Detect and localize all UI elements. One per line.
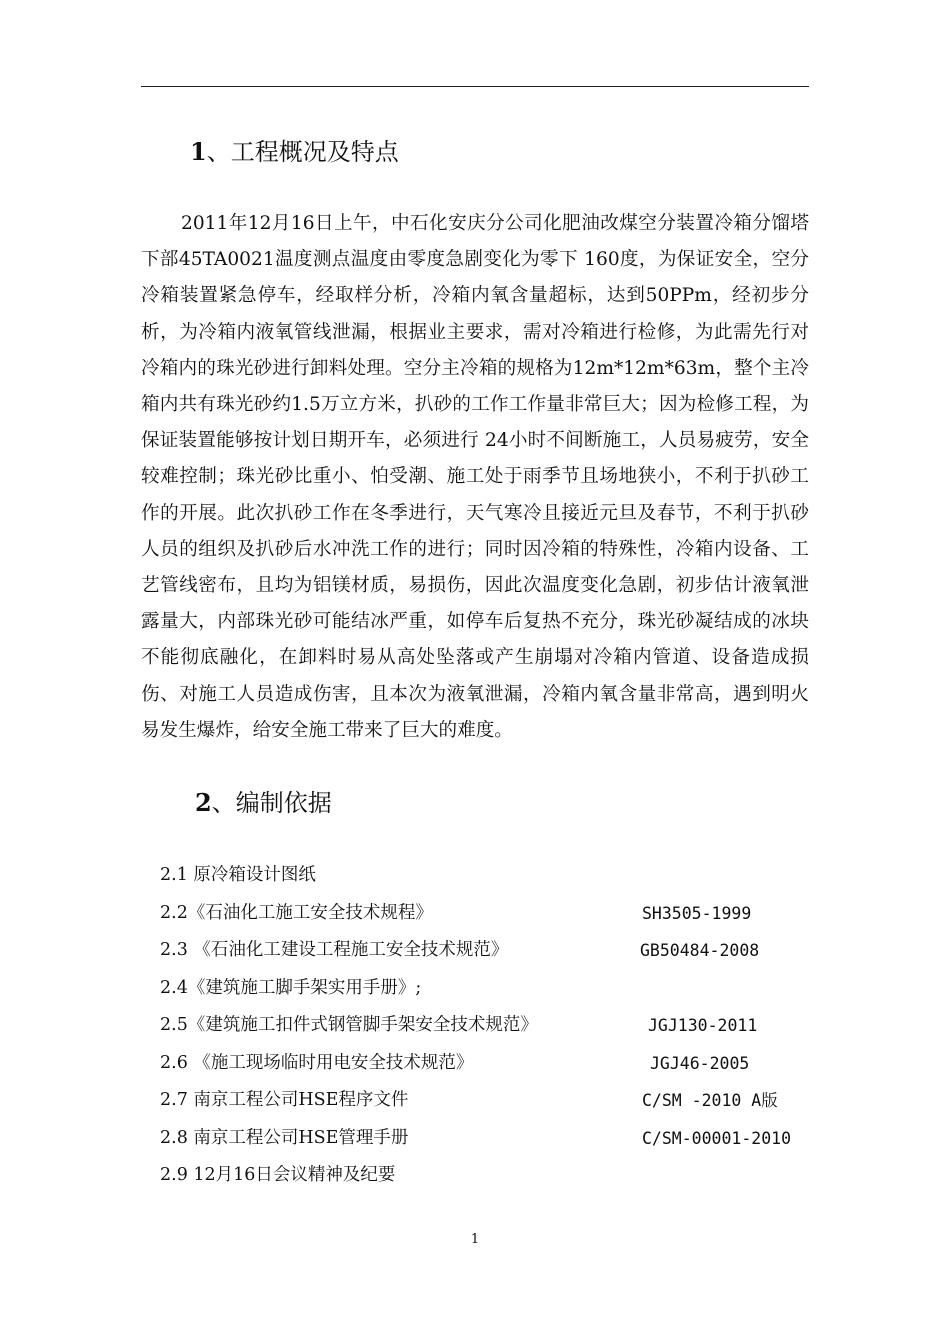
reference-item [160, 857, 800, 895]
reference-label: 2.3 《石油化工建设工程施工安全技术规范》 [160, 940, 509, 960]
reference-code: JGJ46-2005 [650, 1053, 750, 1073]
page-number: 1 [470, 1232, 480, 1247]
section-2-number: 2 [195, 788, 212, 817]
reference-item [160, 1082, 800, 1120]
reference-label: 2.2《石油化工施工安全技术规程》 [160, 902, 433, 923]
reference-label: 2.6 《施工现场临时用电安全技术规范》 [160, 1052, 474, 1073]
reference-label: 2.5《建筑施工扣件式钢管脚手架安全技术规范》 [160, 1015, 538, 1035]
reference-item [160, 1157, 800, 1195]
section-1-number: 1 [190, 137, 207, 166]
reference-code: C/SM -2010 A版 [642, 1091, 778, 1110]
section-2-heading [195, 787, 332, 819]
reference-code: JGJ130-2011 [648, 1016, 758, 1035]
reference-code: C/SM-00001-2010 [642, 1128, 792, 1148]
reference-item [160, 970, 800, 1008]
reference-label: 2.8 南京工程公司HSE管理手册 [160, 1127, 409, 1148]
reference-item [160, 895, 800, 933]
reference-list [160, 857, 800, 1195]
section-1-title: 、工程概况及特点 [206, 138, 399, 166]
reference-item [160, 1007, 800, 1045]
reference-item [160, 932, 800, 970]
reference-code: SH3505-1999 [642, 903, 752, 923]
reference-label: 2.7 南京工程公司HSE程序文件 [160, 1090, 409, 1110]
reference-code: GB50484-2008 [640, 941, 760, 960]
header-rule [141, 86, 809, 87]
reference-item [160, 1120, 800, 1158]
reference-label: 2.1 原冷箱设计图纸 [160, 865, 316, 885]
section-1-heading [190, 136, 399, 168]
reference-label: 2.9 12月16日会议精神及纪要 [160, 1165, 396, 1185]
reference-label: 2.4《建筑施工脚手架实用手册》; [160, 977, 422, 998]
reference-item [160, 1045, 800, 1083]
section-2-title: 、编制依据 [211, 789, 332, 817]
section-1-paragraph: 2011年12月16日上午，中石化安庆分公司化肥油改煤空分装置冷箱分馏塔下部45TA0021温度测点温度由零度急剧变化为零下 160度，为保证安全，空分冷箱装置紧急停车，经取样分析，冷箱内氧含量超标，达到50PPm，经初步分析，为冷箱内液氧管线泄漏，根据业主要求，需对冷箱进行检修，为此需先行对冷箱内的珠光砂进行卸料处理。空分主冷箱的规格为12m*12m*63m，整个主冷箱内共有珠光砂约1.5万立方米，扒砂的工作工作量非常巨大；因为检修工程，为保证装置能够按计划日期开车，必须进行 24小时不间断施工，人员易疲劳，安全较难控制；珠光砂比重小、怕受潮、施工处于雨季节且场地狭小，不利于扒砂工作的开展。此次扒砂工作在冬季进行，天气寒冷且接近元旦及春节，不利于扒砂人员的组织及扒砂后水冲洗工作的进行；同时因冷箱的特殊性，冷箱内设备、工艺管线密布，且均为铝镁材质，易损伤，因此次温度变化急剧，初步估计液氧泄露量大，内部珠光砂可能结冰严重，如停车后复热不充分，珠光砂凝结成的冰块不能彻底融化，在卸料时易从高处坠落或产生崩塌对冷箱内管道、设备造成损伤、对施工人员造成伤害，且本次为液氧泄漏，冷箱内氧含量非常高，遇到明火易发生爆炸，给安全施工带来了巨大的难度。 [141, 213, 809, 741]
